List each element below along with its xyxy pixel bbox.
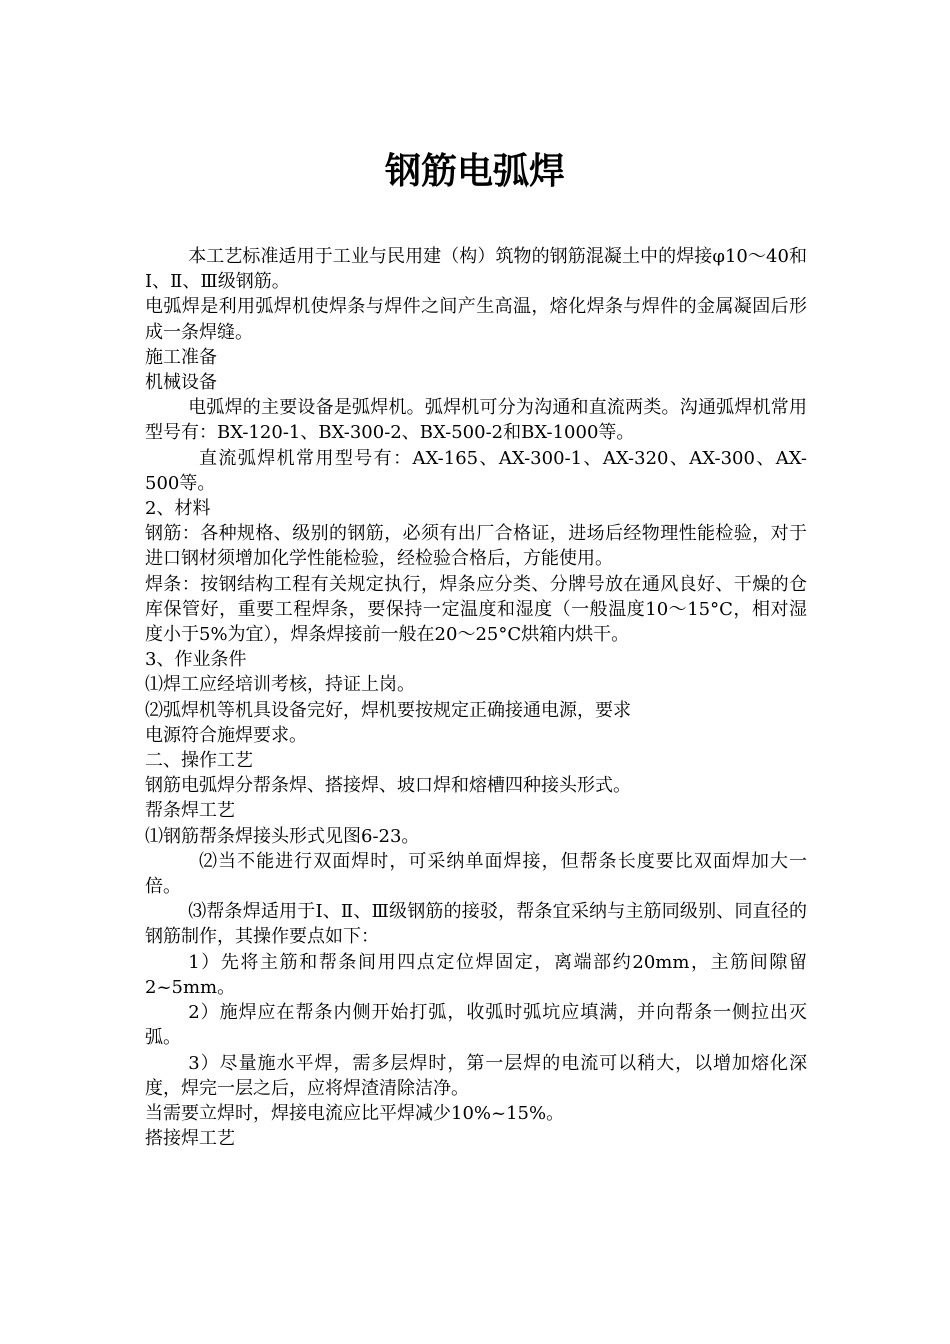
heading-operation-process: 二、操作工艺 <box>145 750 253 772</box>
list-item-strip-application: ⑶帮条焊适用于Ⅰ、Ⅱ、Ⅲ级钢筋的接驳，帮条宜采纳与主筋同级别、同直径的钢筋制作，其操作要点如下： <box>145 901 807 948</box>
paragraph-scope: 本工艺标准适用于工业与民用建（构）筑物的钢筋混凝土中的焊接φ10～40和Ⅰ、Ⅱ、Ⅲ级钢筋。 <box>145 246 807 293</box>
heading-equipment: 机械设备 <box>145 372 217 394</box>
paragraph-definition: 电弧焊是利用弧焊机使焊条与焊件之间产生高温，熔化焊条与焊件的金属凝固后形成一条焊缝。 <box>145 296 807 343</box>
document-title: 钢筋电弧焊 <box>384 150 565 192</box>
heading-lap-welding: 搭接焊工艺 <box>145 1128 235 1150</box>
heading-preparation: 施工准备 <box>145 346 217 368</box>
paragraph-rebar: 钢筋：各种规格、级别的钢筋，必须有出厂合格证，进场后经物理性能检验，对于进口钢材须增加化学性能检验，经检验合格后，方能使用。 <box>145 523 807 570</box>
paragraph-equipment-dc: 直流弧焊机常用型号有：AX-165、AX-300-1、AX-320、AX-300、AX-500等。 <box>145 447 807 494</box>
step-arc-start: 2）施焊应在帮条内侧开始打弧，收弧时弧坑应填满，并向帮条一侧拉出灭弧。 <box>145 1002 807 1049</box>
list-item-power-supply: 电源符合施焊要求。 <box>145 724 307 746</box>
paragraph-vertical-weld: 当需要立焊时，焊接电流应比平焊减少10%~15%。 <box>145 1102 565 1124</box>
list-item-welder-training: ⑴焊工应经培训考核，持证上岗。 <box>145 674 415 696</box>
list-item-single-side: ⑵当不能进行双面焊时，可采纳单面焊接，但帮条长度要比双面焊加大一倍。 <box>145 850 807 898</box>
paragraph-equipment-ac: 电弧焊的主要设备是弧焊机。弧焊机可分为沟通和直流两类。沟通弧焊机常用型号有：BX-120-1、BX-300-2、BX-500-2和BX-1000等。 <box>145 397 807 444</box>
list-item-strip-figure: ⑴钢筋帮条焊接头形式见图6-23。 <box>145 825 420 847</box>
heading-materials: 2、材料 <box>145 498 211 520</box>
step-flat-weld: 3）尽量施水平焊，需多层焊时，第一层焊的电流可以稍大，以增加熔化深度，焊完一层之后，应将焊渣清除洁净。 <box>145 1052 807 1099</box>
list-item-equipment-ready: ⑵弧焊机等机具设备完好，焊机要按规定正确接通电源，要求 <box>145 699 631 721</box>
step-tack-weld: 1）先将主筋和帮条间用四点定位焊固定，离端部约20mm，主筋间隙留2~5mm。 <box>145 951 807 998</box>
heading-work-conditions: 3、作业条件 <box>145 649 247 671</box>
paragraph-joint-types: 钢筋电弧焊分帮条焊、搭接焊、坡口焊和熔槽四种接头形式。 <box>145 775 631 797</box>
paragraph-electrode: 焊条：按钢结构工程有关规定执行，焊条应分类、分牌号放在通风良好、干燥的仓库保管好，重要工程焊条，要保持一定温度和湿度（一般温度10～15°C，相对湿度小于5%为宜），焊条焊接前一般在20～25°C烘箱内烘干。 <box>145 573 807 646</box>
document-body <box>145 244 807 1151</box>
heading-strip-welding: 帮条焊工艺 <box>145 800 235 822</box>
